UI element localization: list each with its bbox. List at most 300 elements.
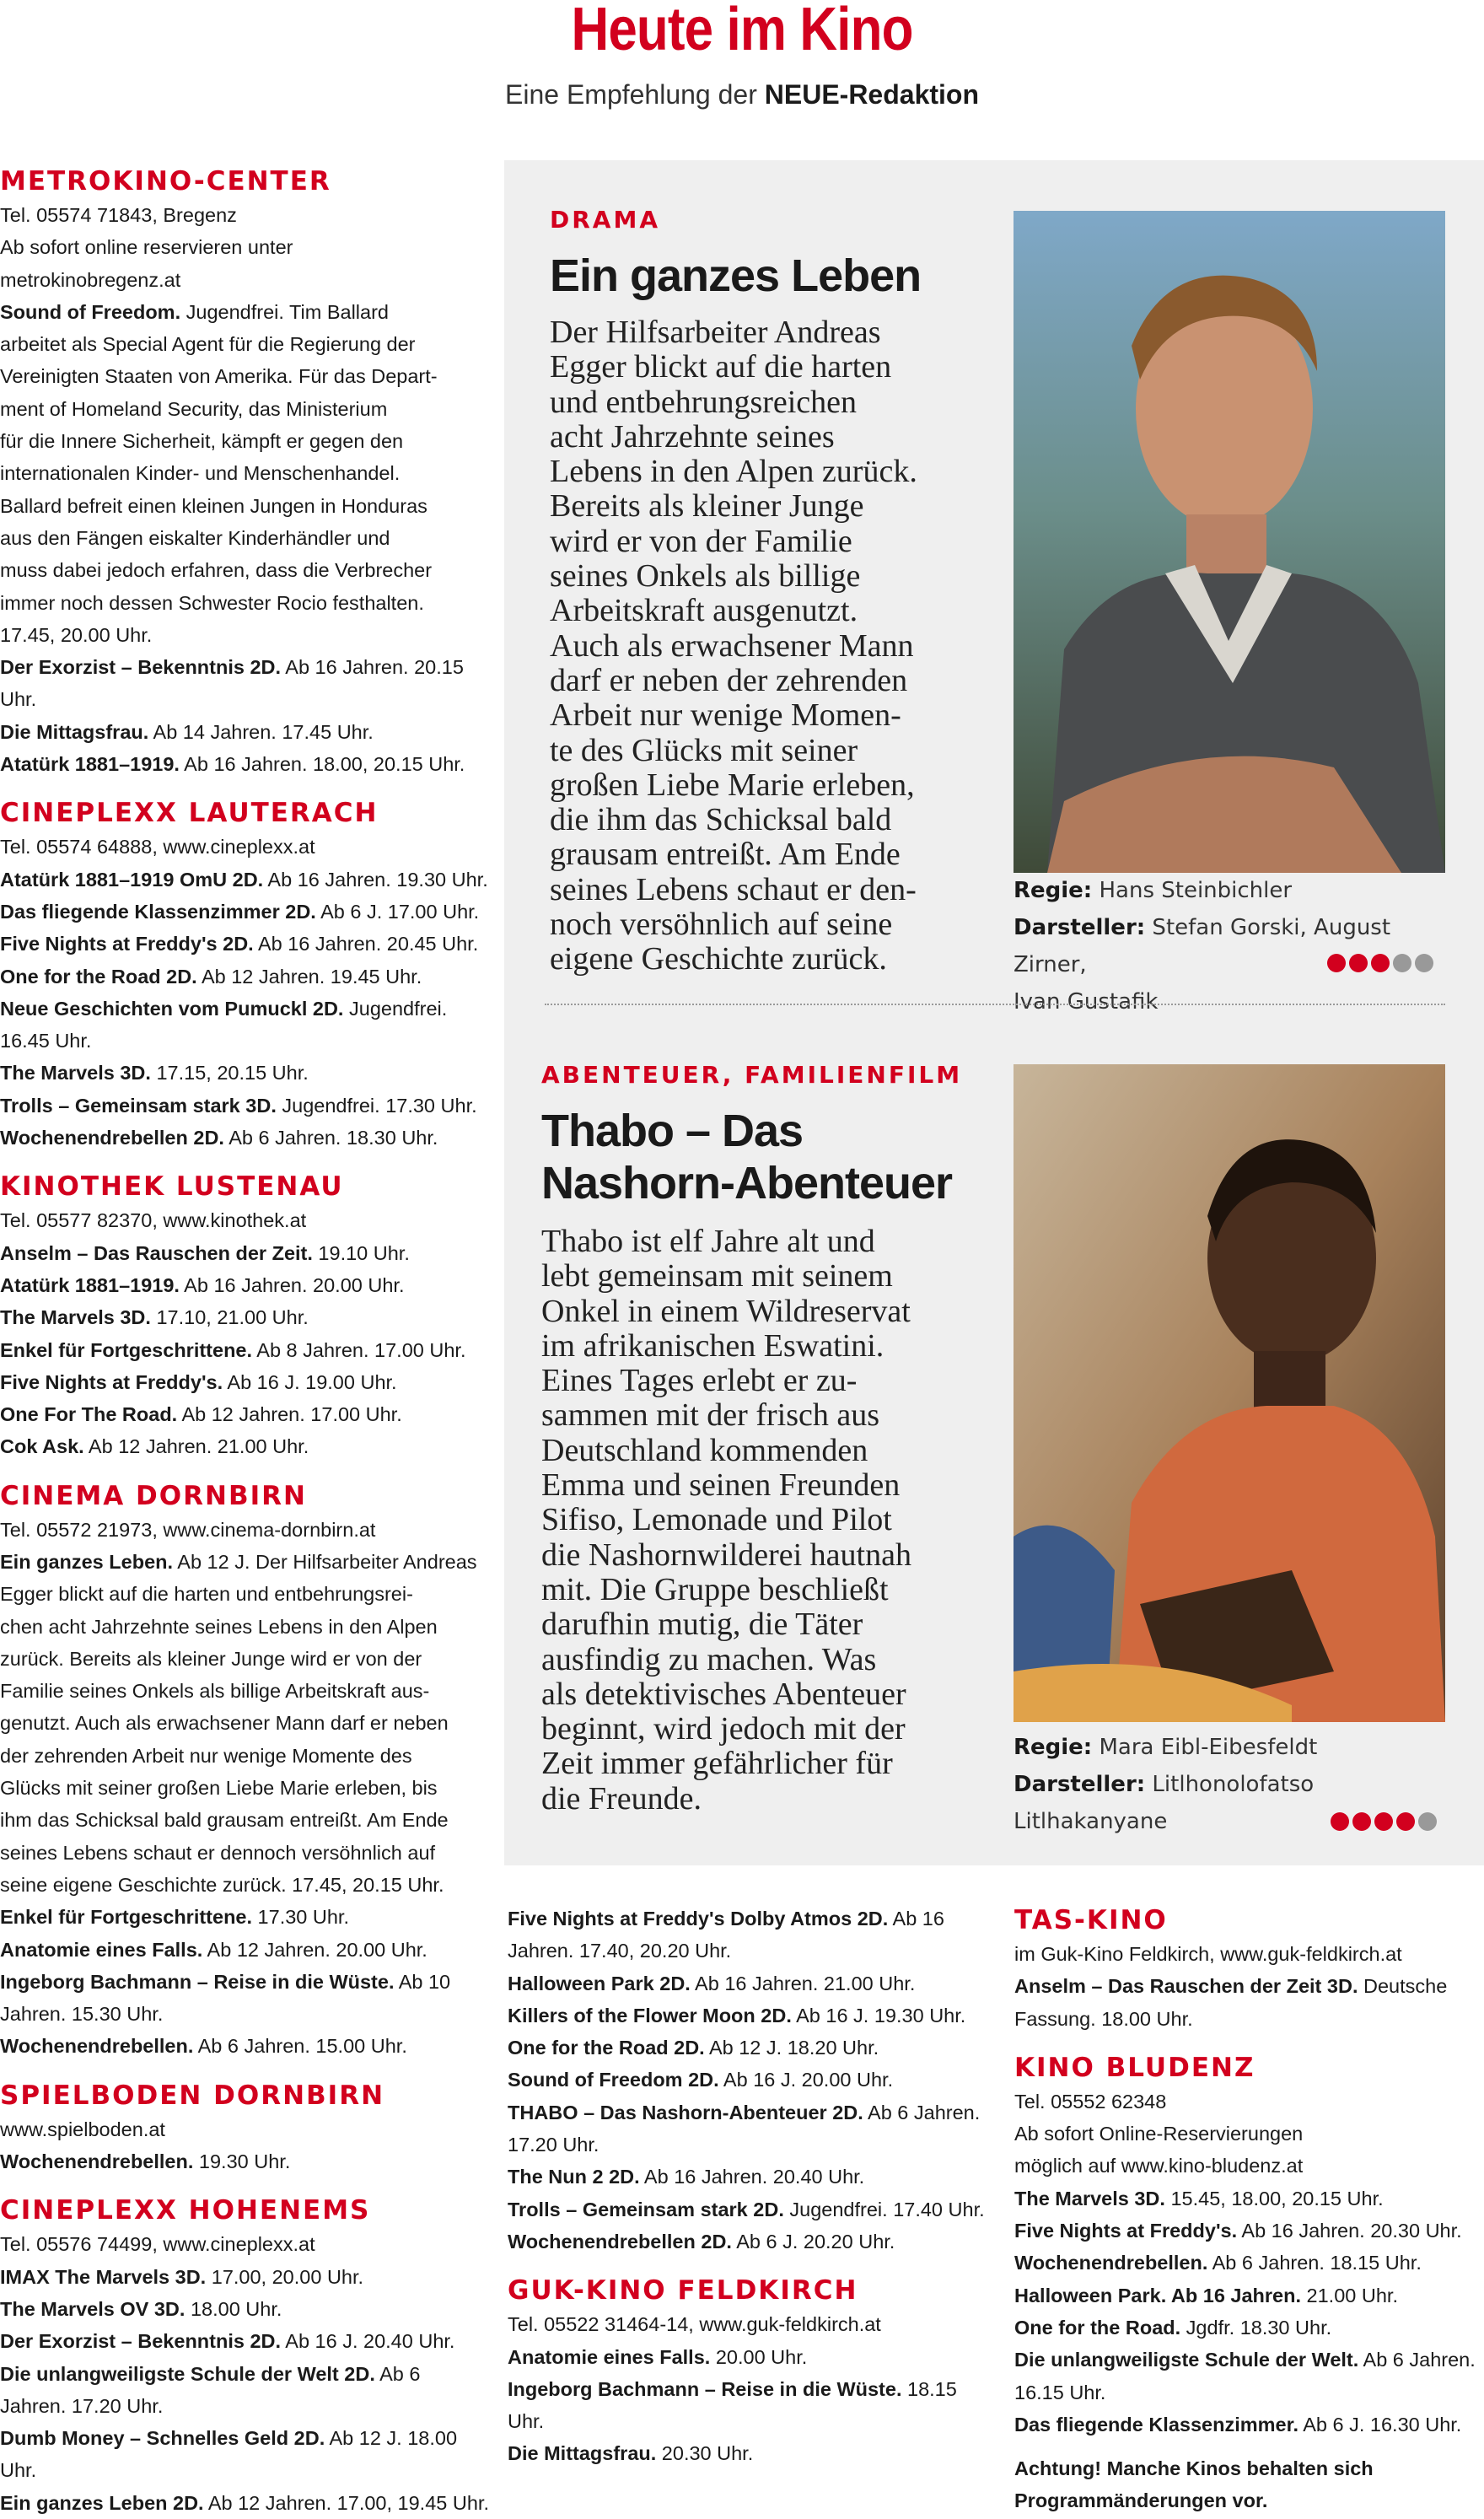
cinema-name: METROKINO-CENTER [0,166,331,196]
film-title: Atatürk 1881–1919 OmU 2D. [0,868,264,891]
listing-text: ment of Homeland Security, das Ministerium [0,397,388,420]
listing-text: aus den Fängen eiskalter Kinderhändler und [0,526,390,549]
film-title: Ein ganzes Leben. [0,1550,174,1573]
listing-text: Vereinigten Staaten von Amerika. Für das Depart- [0,365,438,388]
listing-line [0,1675,489,1707]
feature-divider [545,1004,1445,1005]
listing-text: Ab 16 J. 20.00 Uhr. [718,2069,894,2091]
listing-text: Uhr. [0,688,37,711]
film-title: Sound of Freedom 2D. [508,2069,719,2091]
film-title: Neue Geschichten vom Pumuckl 2D. [0,997,344,1020]
description-line: großen Liebe Marie erleben, [550,767,915,803]
listing-line [0,2145,489,2177]
listing-text: 17.00, 20.00 Uhr. [206,2265,364,2288]
film-title: Sound of Freedom. [0,300,181,323]
page-title: Heute im Kino [571,0,913,63]
listing-text: 16.15 Uhr. [1014,2381,1106,2403]
film-title: Ein ganzes Leben 2D. [0,2491,204,2514]
listing-line [1014,2215,1484,2247]
rating-dot-empty [1418,1812,1437,1831]
cinema-name: KINOTHEK LUSTENAU [0,1171,344,1203]
description-line: seines Onkels als billige [550,558,861,595]
listing-text: Ab 6 Jahren. [863,2101,981,2123]
film-title: Dumb Money – Schnelles Geld 2D. [0,2427,325,2450]
film-title: Trolls – Gemeinsam stark 3D. [0,1094,277,1117]
listing-line [0,1869,489,1901]
film-title: Wochenendrebellen. [0,2035,194,2058]
listing-text: Jahren. 17.20 Uhr. [0,2394,164,2417]
feature1-movie-still-image [1014,211,1445,873]
listing-text: Ab 16 J. 19.00 Uhr. [223,1370,397,1393]
listing-text: Jugendfrei. 17.30 Uhr. [276,1094,477,1117]
listing-line [0,1430,489,1462]
description-line: lebt gemeinsam mit seinem [541,1258,893,1294]
listing-line [0,1998,489,2030]
listing-text: Glücks mit seiner großen Liebe Marie erleben, bis [0,1777,438,1800]
listing-line [0,651,489,683]
listing-text: Jugendfrei. Tim Ballard [180,300,389,323]
listing-line [0,928,489,960]
listing-line [0,716,489,748]
film-title: The Marvels OV 3D. [0,2297,186,2320]
listing-text: Tel. 05576 74499, www.cineplexx.at [0,2233,315,2256]
film-title: Atatürk 1881–1919. [0,1273,180,1296]
rating-dot-filled [1331,1812,1349,1831]
feature1-director: Regie: Hans Steinbichler [1014,878,1293,903]
title-line: Nashorn-Abenteuer [541,1158,953,1208]
description-line: Lebens in den Alpen zurück. [550,454,917,490]
listing-text: 19.30 Uhr. [193,2150,291,2173]
description-line: Onkel in einem Wildreservat [541,1293,911,1329]
listing-text: Tel. 05552 62348 [1014,2090,1167,2113]
listing-text: Ab 16 Jahren. 20.40 Uhr. [639,2166,865,2188]
listing-line [0,2293,489,2325]
listing-line [0,1546,489,1578]
description-line: grausam entreißt. Am Ende [550,837,901,873]
film-title: Trolls – Gemeinsam stark 2D. [508,2198,784,2220]
description-line: ausfindig zu machen. Was [541,1641,877,1677]
listing-line [0,1057,489,1089]
cinema-name: SPIELBODEN DORNBIRN [0,2080,385,2111]
film-title: Five Nights at Freddy's Dolby Atmos 2D. [508,1908,889,1930]
listing-line [0,490,489,522]
description-line: Arbeit nur wenige Momen- [550,697,901,734]
listing-text: Jgdfr. 18.30 Uhr. [1180,2316,1332,2339]
film-title: One For The Road. [0,1403,178,1426]
listing-line [0,864,489,896]
film-title: Das fliegende Klassenzimmer 2D. [0,900,316,923]
listing-text: Ab 16 [888,1908,944,1930]
listing-line [0,1122,489,1154]
listing-text: Ab 6 Jahren. [1358,2349,1476,2371]
cinema-name: CINEMA DORNBIRN [0,1480,307,1511]
listing-text: Ballard befreit einen kleinen Jungen in Honduras [0,494,427,517]
listing-line [508,2308,997,2340]
listing-line [0,2228,489,2260]
listing-line [0,2261,489,2293]
cinema-name: KINO BLUDENZ [1014,2052,1255,2083]
film-title: The Nun 2 2D. [508,2166,640,2188]
listing-line [1014,2279,1484,2312]
listing-text: Ab 16 J. 19.30 Uhr. [791,2004,966,2027]
listing-text: arbeitet als Special Agent für die Regierung der [0,333,416,356]
listing-text: Ab 12 Jahren. 20.00 Uhr. [202,1938,427,1961]
listing-text: Tel. 05574 64888, www.cineplexx.at [0,836,315,859]
middle-listings-column [508,1903,997,2470]
listing-line [1014,2086,1484,2118]
description-line: noch versöhnlich auf seine [550,907,893,943]
listing-line [0,1611,489,1643]
listing-line [0,1334,489,1366]
film-title: Wochenendrebellen. [1014,2252,1208,2274]
listing-line [0,2422,489,2487]
listing-line [0,1740,489,1772]
listing-text: Ab 6 [374,2362,421,2385]
listing-line [508,2000,997,2032]
description-line: darf er neben der zehrenden [550,662,908,698]
description-line: Bereits als kleiner Junge [550,488,864,525]
description-line: als detektivisches Abenteuer [541,1676,906,1712]
rating-dot-empty [1393,954,1411,972]
listing-line [0,1837,489,1869]
listing-text: Ab 6 Jahren. 15.00 Uhr. [193,2035,407,2058]
listing-text: Ab 16 Jahren. 21.00 Uhr. [690,1972,916,1994]
listing-text: Fassung. 18.00 Uhr. [1014,2007,1193,2030]
feature1-movie-still [1014,211,1445,873]
description-line: die Freunde. [541,1780,702,1817]
film-title: One for the Road 2D. [0,965,197,988]
listing-text: Ab 16 J. 20.40 Uhr. [281,2330,455,2353]
listing-text: 15.45, 18.00, 20.15 Uhr. [1164,2187,1384,2210]
listing-line [0,457,489,489]
listing-line [0,554,489,586]
listing-text: zurück. Bereits als kleiner Junge wird er von der [0,1647,422,1670]
film-title: Wochenendrebellen 2D. [0,1127,224,1149]
film-title: Ingeborg Bachmann – Reise in die Wüste. [0,1970,395,1993]
listing-line [0,683,489,715]
listing-text: seine eigene Geschichte zurück. 17.45, 20.15 Uhr. [0,1873,444,1896]
film-title: Atatürk 1881–1919. [0,753,180,776]
description-line: mit. Die Gruppe beschließt [541,1571,889,1607]
film-title: Halloween Park. Ab 16 Jahren. [1014,2284,1302,2306]
description-line: te des Glücks mit seiner [550,732,858,768]
description-line: Deutschland kommenden [541,1432,868,1468]
listing-text: immer noch dessen Schwester Rocio festhalten. [0,591,424,614]
listing-line [1014,2003,1484,2035]
film-title: Five Nights at Freddy's. [1014,2220,1238,2242]
listing-text: 17.45, 20.00 Uhr. [0,623,153,646]
listing-line [0,2030,489,2062]
listing-text: Ab 16 Jahren. 18.00, 20.15 Uhr. [179,753,465,776]
listing-text: metrokinobregenz.at [0,268,181,291]
description-line: Arbeitskraft ausgenutzt. [550,593,858,629]
description-line: Eines Tages erlebt er zu- [541,1363,858,1399]
feature1-cast: Darsteller: Stefan Gorski, August Zirner, [1014,915,1391,977]
listing-text: internationalen Kinder- und Menschenhandel. [0,462,401,485]
page-subtitle: Eine Empfehlung der NEUE-Redaktion [505,79,979,110]
listing-text: Ab 12 J. 18.20 Uhr. [704,2037,879,2059]
listing-text: Ab 6 Jahren. 18.15 Uhr. [1207,2252,1422,2274]
film-title: One for the Road. [1014,2316,1181,2339]
listing-line [508,2129,997,2161]
listing-line [508,2226,997,2258]
listing-line [508,2032,997,2064]
listing-text: 17.30 Uhr. [252,1906,349,1929]
listing-line [0,961,489,993]
film-title: Die Mittagsfrau. [508,2442,657,2465]
listing-line [0,1804,489,1836]
listing-line [1014,2344,1484,2376]
film-title: Ingeborg Bachmann – Reise in die Wüste. [508,2377,902,2400]
listing-text: 17.15, 20.15 Uhr. [150,1062,309,1085]
listing-line [0,360,489,392]
listing-text: Egger blickt auf die harten und entbehrungsrei- [0,1583,413,1606]
listing-text: Ab sofort online reservieren unter [0,236,293,259]
film-title: IMAX The Marvels 3D. [0,2265,207,2288]
listing-line [1014,1970,1484,2002]
film-title: Anselm – Das Rauschen der Zeit 3D. [1014,1975,1358,1998]
listing-line [0,1707,489,1739]
listing-text: Ab 12 Jahren. 17.00 Uhr. [177,1403,402,1426]
film-title: Cok Ask. [0,1435,84,1458]
listing-line [0,1901,489,1933]
listing-line [0,2487,489,2519]
description-line: die ihm das Schicksal bald [550,802,892,838]
listing-text: Tel. 05522 31464-14, www.guk-feldkirch.at [508,2313,881,2336]
listing-line [0,231,489,263]
listing-line [508,2193,997,2226]
program-change-note: Achtung! Manche Kinos behalten sich [1014,2457,1374,2480]
feature1-description [550,315,1022,977]
listing-text: seines Lebens schaut er dennoch versöhnlich auf [0,1841,436,1864]
listing-text: im Guk-Kino Feldkirch, www.guk-feldkirch.at [1014,1943,1402,1965]
cinema-name: TAS-KINO [1014,1905,1168,1935]
listing-text: Ab 12 Jahren. 21.00 Uhr. [83,1435,309,1458]
film-title: Wochenendrebellen. [0,2150,194,2173]
listing-line [0,522,489,554]
listing-text: 17.20 Uhr. [508,2134,600,2156]
listing-text: Ab 16 Jahren. 20.30 Uhr. [1237,2220,1462,2242]
listing-text: Uhr. [508,2410,545,2433]
listing-line [0,896,489,928]
film-title: Anatomie eines Falls. [508,2345,711,2368]
description-line: Sifiso, Lemonade und Pilot [541,1502,892,1538]
listing-text: Deutsche [1358,1975,1448,1998]
listing-line [508,2437,997,2469]
description-line: und entbehrungsreichen [550,384,858,420]
listing-text: Ab 14 Jahren. 17.45 Uhr. [148,720,374,743]
listing-line [508,2064,997,2096]
listing-line [1014,2376,1484,2409]
rating-dot-filled [1374,1812,1393,1831]
listing-line [0,1366,489,1398]
listing-line [508,1935,997,1967]
feature1-credits [1014,872,1469,1020]
listing-line [508,2161,997,2193]
listing-text: Ab 8 Jahren. 17.00 Uhr. [252,1338,466,1361]
feature2-director: Regie: Mara Eibl-Eibesfeldt [1014,1735,1318,1760]
film-title: Der Exorzist – Bekenntnis 2D. [0,656,282,679]
film-title: The Marvels 3D. [1014,2187,1165,2210]
cinema-name: CINEPLEXX HOHENEMS [0,2195,371,2226]
film-title: Wochenendrebellen 2D. [508,2230,732,2253]
listing-line [0,1269,489,1301]
listing-line [0,1204,489,1236]
listing-text: chen acht Jahrzehnte seines Lebens in den Alpen [0,1615,438,1638]
film-title: Halloween Park 2D. [508,1972,691,1994]
description-line: beginnt, wird jedoch mit der [541,1711,906,1747]
listing-line [0,1237,489,1269]
listing-text: Ab 6 Jahren. 18.30 Uhr. [223,1127,438,1149]
listing-line [0,831,489,863]
listing-line [1014,2183,1484,2215]
title-line: Thabo – Das [541,1106,804,1156]
listing-line [0,1578,489,1610]
rating-dot-filled [1352,1812,1371,1831]
listing-text: 18.15 [901,2377,957,2400]
description-line: eigene Geschichte zurück. [550,941,887,977]
film-title: Die unlangweiligste Schule der Welt. [1014,2349,1359,2371]
listing-line [508,2341,997,2373]
listing-line [0,993,489,1025]
listing-line [0,1772,489,1804]
listing-text: www.spielboden.at [0,2118,165,2140]
listing-text: Jahren. 17.40, 20.20 Uhr. [508,1940,732,1962]
listing-line [0,296,489,328]
listing-line [0,1514,489,1546]
rating-dot-filled [1349,954,1368,972]
listing-text: 16.45 Uhr. [0,1030,92,1052]
listing-line [0,1301,489,1333]
listing-line [0,1934,489,1966]
listing-text: Ab 6 J. 20.20 Uhr. [731,2230,895,2253]
listing-text: muss dabei jedoch erfahren, dass die Verbrecher [0,559,433,582]
description-line: wird er von der Familie [550,523,852,559]
description-line: Zeit immer gefährlicher für [541,1746,893,1782]
listing-text: Jahren. 15.30 Uhr. [0,2003,164,2026]
rating-dot-filled [1396,1812,1415,1831]
feature2-movie-still [1014,1064,1445,1722]
listing-text: Tel. 05574 71843, Bregenz [0,204,237,226]
listing-line [0,1966,489,1998]
feature2-cast-continued: Litlhakanyane [1014,1809,1168,1834]
left-listings-column [0,164,489,2519]
description-line: die Nashornwilderei hautnah [541,1537,911,1573]
listing-text: Jugendfrei. [343,997,448,1020]
listing-line [0,587,489,619]
rating-dot-empty [1415,954,1433,972]
listing-text: Ab 16 Jahren. 20.45 Uhr. [253,933,479,955]
listing-line [1014,2247,1484,2279]
film-title: THABO – Das Nashorn-Abenteuer 2D. [508,2101,863,2123]
listing-text: Tel. 05577 82370, www.kinothek.at [0,1209,307,1232]
description-line: Thabo ist elf Jahre alt und [541,1224,875,1259]
feature2-genre: ABENTEUER, FAMILIENFILM [541,1061,963,1089]
listing-line [508,2405,997,2437]
listing-line [1014,2409,1484,2441]
listing-line [0,2358,489,2390]
listing-text: der zehrenden Arbeit nur wenige Momente des [0,1744,412,1767]
film-title: Five Nights at Freddy's 2D. [0,933,254,955]
listing-text: ihm das Schicksal bald grausam entreißt. Am Ende [0,1809,449,1832]
listing-text: 21.00 Uhr. [1301,2284,1398,2306]
feature2-movie-still-image [1014,1064,1445,1722]
listing-text: Ab 6 J. 16.30 Uhr. [1298,2413,1462,2436]
listing-line [0,619,489,651]
listing-line [0,199,489,231]
description-line: seines Lebens schaut er den- [550,871,917,907]
description-line: darufhin mutig, die Täter [541,1607,863,1643]
program-change-note: Programmänderungen vor. [1014,2489,1268,2512]
rating-dot-filled [1371,954,1390,972]
listing-line [0,1090,489,1122]
feature2-description [541,1225,1014,1817]
listing-line [508,2373,997,2405]
listing-line [0,393,489,425]
description-line: im afrikanischen Eswatini. [541,1327,884,1364]
listing-line [1014,1938,1484,1970]
film-title: Anatomie eines Falls. [0,1938,203,1961]
listing-line [0,328,489,360]
listing-text: 20.00 Uhr. [710,2345,808,2368]
listing-text: Jugendfrei. 17.40 Uhr. [783,2198,985,2220]
feature1-cast-continued: Ivan Gustafik [1014,989,1159,1015]
film-title: Anselm – Das Rauschen der Zeit. [0,1241,313,1264]
description-line: Auch als erwachsener Mann [550,627,914,664]
listing-line [1014,2118,1484,2150]
right-listings-column [1014,1903,1484,2517]
description-line: sammen mit der frisch aus [541,1397,880,1434]
listing-line [0,748,489,780]
listing-text: Ab 12 Jahren. 17.00, 19.45 Uhr. [203,2491,489,2514]
film-title: The Marvels 3D. [0,1062,151,1085]
listing-text: Tel. 05572 21973, www.cinema-dornbirn.at [0,1518,376,1541]
listing-text: 19.10 Uhr. [312,1241,410,1264]
listing-line [0,425,489,457]
film-title: One for the Road 2D. [508,2037,705,2059]
description-line: Egger blickt auf die harten [550,349,892,385]
listing-text: Ab 12 Jahren. 19.45 Uhr. [196,965,422,988]
listing-text: Ab 16 Jahren. 20.00 Uhr. [179,1273,405,1296]
film-title: The Marvels 3D. [0,1306,151,1329]
film-title: Enkel für Fortgeschrittene. [0,1338,253,1361]
listing-text: 20.30 Uhr. [656,2442,754,2465]
feature1-title: Ein ganzes Leben [550,250,922,301]
film-title: Enkel für Fortgeschrittene. [0,1906,253,1929]
listing-line [508,1903,997,1935]
listing-line [0,264,489,296]
listing-text: Ab 16 Jahren. 19.30 Uhr. [263,868,488,891]
listing-line [508,1967,997,2000]
listing-line [0,1398,489,1430]
description-line: Der Hilfsarbeiter Andreas [550,315,881,350]
film-title: Five Nights at Freddy's. [0,1370,223,1393]
feature2-cast: Darsteller: Litlhonolofatso [1014,1772,1315,1797]
listing-line [0,1643,489,1675]
listing-line [0,2325,489,2357]
listing-text: Ab sofort Online-Reservierungen [1014,2123,1304,2145]
listing-text: Ab 12 J. 18.00 Uhr. [0,2427,458,2482]
feature2-rating [1331,1812,1437,1831]
listing-text: 17.10, 21.00 Uhr. [150,1306,309,1329]
listing-text: für die Innere Sicherheit, kämpft er gegen den [0,430,404,453]
listing-text: möglich auf www.kino-bludenz.at [1014,2155,1304,2177]
listing-line [1014,2150,1484,2182]
film-title: Der Exorzist – Bekenntnis 2D. [0,2330,282,2353]
listing-text: Familie seines Onkels als billige Arbeitskraft aus- [0,1680,430,1703]
listing-text: Ab 12 J. Der Hilfsarbeiter Andreas [173,1550,477,1573]
rating-dot-filled [1327,954,1346,972]
